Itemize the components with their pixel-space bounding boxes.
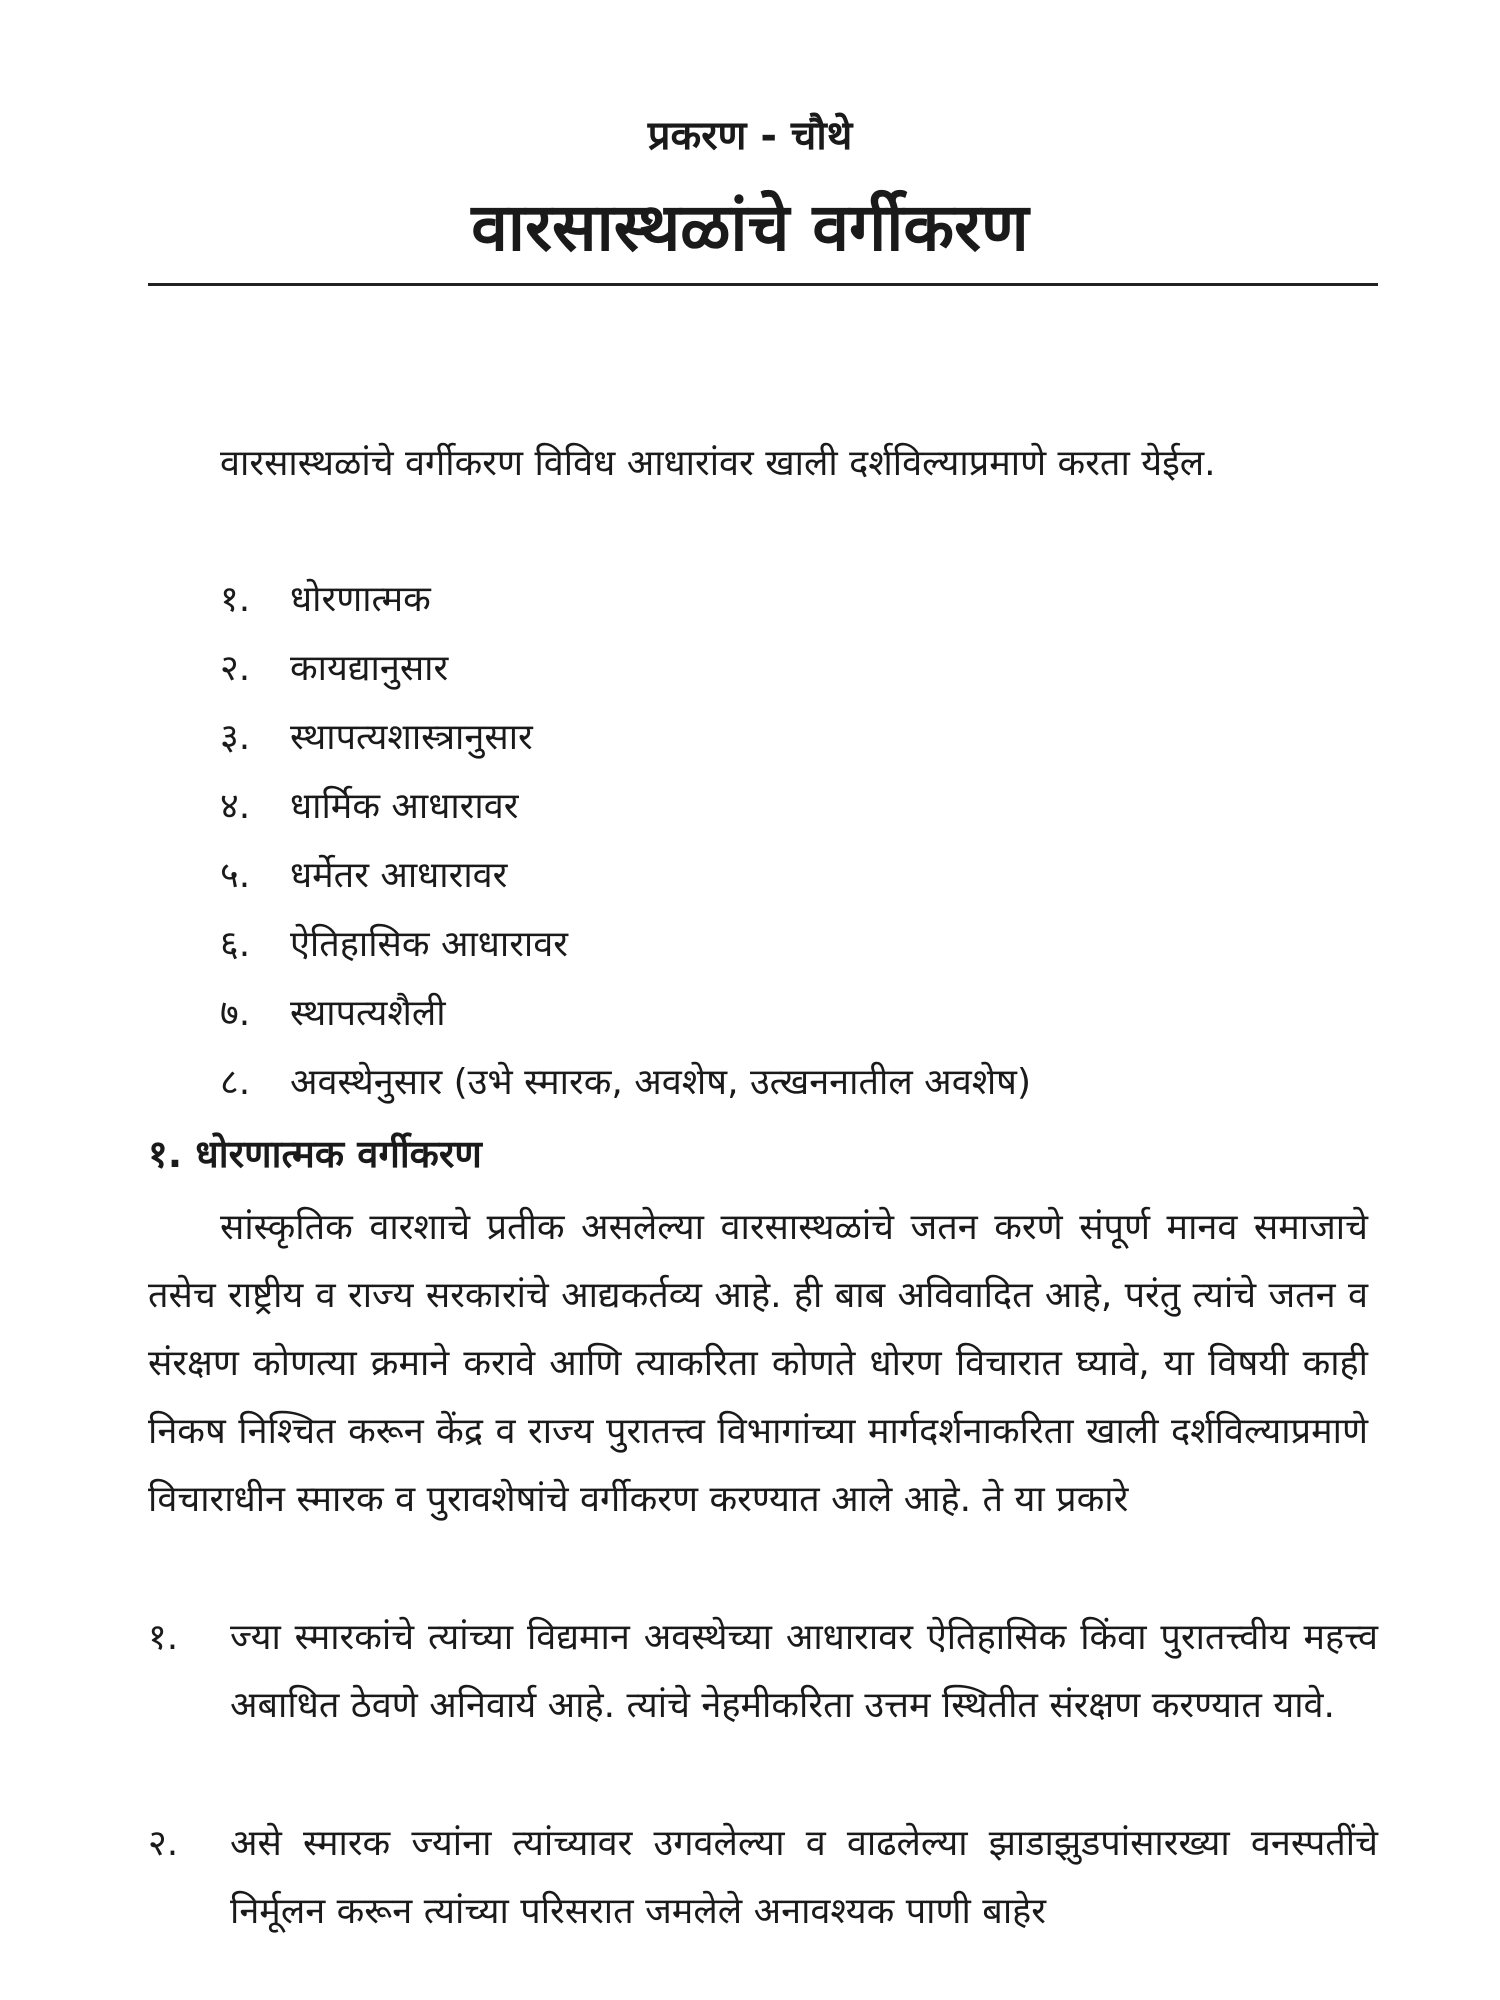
list-item-number: ८. <box>220 1062 251 1103</box>
list-item-number: ७. <box>220 993 251 1034</box>
list-item-number: ४. <box>220 786 251 827</box>
section-paragraph: सांस्कृतिक वारशाचे प्रतीक असलेल्या वारसास्थळांचे जतन करणे संपूर्ण मानव समाजाचे तसेच राष्ट्रीय व राज्य सरकारांचे आद्यकर्तव्य आहे. ही बाब अविवादित आहे, परंतु त्यांचे जतन व संरक्षण कोणत्या क्रमाने करावे आणि त्याकरिता कोणते धोरण विचारात घ्यावे, या विषयी काही निकष निश्चित करून केंद्र व राज्य पुरातत्त्व विभागांच्या मार्गदर्शनाकरिता खाली दर्शविल्याप्रमाणे विचाराधीन स्मारक व पुरावशेषांचे वर्गीकरण करण्यात आले आहे. ते या प्रकारे <box>148 1207 1368 1520</box>
list-item-number: २. <box>220 648 251 689</box>
list-item-number: ३. <box>220 717 251 758</box>
sub-list-item <box>148 1604 1378 1740</box>
sub-list-item-text: ज्या स्मारकांचे त्यांच्या विद्यमान अवस्थेच्या आधारावर ऐतिहासिक किंवा पुरातत्त्वीय महत्त्व अबाधित ठेवणे अनिवार्य आहे. त्यांचे नेहमीकरिता उत्तम स्थितीत संरक्षण करण्यात यावे. <box>230 1617 1378 1726</box>
list-item-text: धार्मिक आधारावर <box>290 786 519 827</box>
list-item <box>220 846 507 906</box>
list-item-number: ५. <box>220 855 251 896</box>
chapter-title: वारसास्थळांचे वर्गीकरण <box>471 189 1029 266</box>
list-item-text: धोरणात्मक <box>290 579 431 620</box>
chapter-label: प्रकरण - चौथे <box>647 113 853 159</box>
list-item-text: अवस्थेनुसार (उभे स्मारक, अवशेष, उत्खननातील अवशेष) <box>290 1062 1032 1103</box>
list-item-text: स्थापत्यशास्त्रानुसार <box>290 717 533 758</box>
list-item <box>220 1053 1031 1113</box>
sub-list-item <box>148 1810 1378 1946</box>
sub-list-item-number: १. <box>148 1617 179 1658</box>
sub-list-item-text: असे स्मारक ज्यांना त्यांच्यावर उगवलेल्या व वाढलेल्या झाडाझुडपांसारख्या वनस्पतींचे निर्मूलन करून त्यांच्या परिसरात जमलेले अनावश्यक पाणी बाहेर <box>230 1823 1378 1932</box>
list-item <box>220 639 448 699</box>
list-item <box>220 984 446 1044</box>
list-item-number: ६. <box>220 924 251 965</box>
list-item-number: १. <box>220 579 251 620</box>
list-item-text: स्थापत्यशैली <box>290 993 446 1034</box>
list-item-text: धर्मेतर आधारावर <box>290 855 508 896</box>
list-item <box>220 915 568 975</box>
list-item <box>220 777 518 837</box>
sub-list-item-number: २. <box>148 1823 179 1864</box>
list-item-text: ऐतिहासिक आधारावर <box>290 924 568 965</box>
list-item <box>220 708 533 768</box>
list-item-text: कायद्यानुसार <box>290 648 449 689</box>
section-heading: १. धोरणात्मक वर्गीकरण <box>148 1132 482 1176</box>
intro-paragraph: वारसास्थळांचे वर्गीकरण विविध आधारांवर खाली दर्शविल्याप्रमाणे करता येईल. <box>220 443 1216 484</box>
title-divider <box>148 283 1378 286</box>
list-item <box>220 570 431 630</box>
